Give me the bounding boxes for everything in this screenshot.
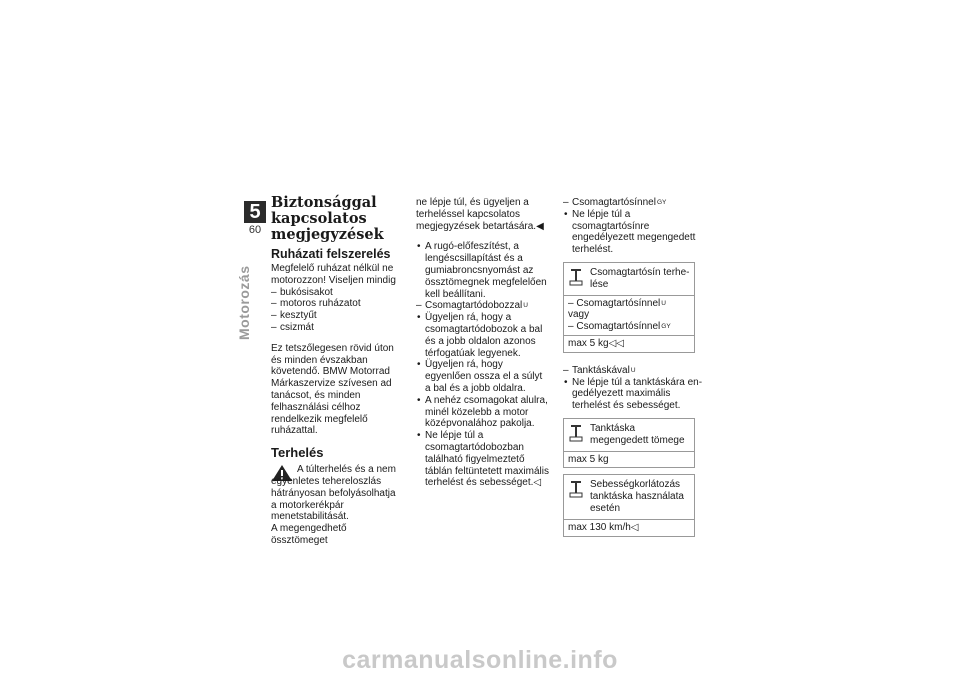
list-item: – csizmát [271, 322, 403, 334]
spec-title: Tanktáska megengedett tömege [590, 422, 685, 446]
clothing-intro: Megfelelő ruházat nélkül ne motorozzon! Viseljen mindig [271, 263, 396, 286]
warning-text: A túlterhelés és a nem egyenletes tehereloszlás hátrányosan befolyásolhatja a motorkerékpár menetstabilitását. [271, 464, 396, 523]
weight-icon [568, 479, 584, 499]
list-item: – kesztyűt [271, 310, 403, 322]
list-item: • A nehéz csomagokat alulra, minél közelebb a motor középvonalához pakolja. [416, 395, 550, 430]
side-chapter-title: Motorozás [236, 265, 252, 340]
list-item: – Csomagtartódobozzal$^U$ [416, 300, 550, 312]
column-1 [271, 195, 403, 547]
spec-value: max 5 kg◁◁ [564, 335, 694, 352]
weight-icon [568, 423, 584, 443]
section-heading-load: Terhelés [271, 445, 324, 461]
page-title: Biztonsággal kapcsolatos megjegyzések [271, 194, 384, 243]
list-item: – Tanktáskával$^U$ [563, 365, 703, 377]
spec-title: Csomagtartósín terhelése [590, 266, 690, 290]
warning-continuation: A megengedhető össztömeget [271, 523, 347, 546]
case-bullets [416, 312, 550, 489]
list-item: • Ügyeljen rá, hogy a csomagtartódobozok a bal és a jobb oldalon azonos térfogatúak legyenek. [416, 312, 550, 359]
page-number: 60 [248, 224, 262, 236]
list-item: • Ne lépje túl a csomagtartódobozban található figyelmeztető táblán feltüntetett maximális terhelést és sebességet.◁ [416, 430, 550, 489]
list-item: • Ügyeljen rá, hogy egyenlően ossza el a súlyt a bal és a jobb oldalra. [416, 359, 550, 394]
list-item: • A rugó-előfeszítést, a lengéscsillapítást és a gumiabroncsnyomást az össztömegnek megfelelően kell beállítani. [416, 241, 550, 300]
list-item: – bukósisakot [271, 287, 403, 299]
list-item: • Ne lépje túl a csomagtartósínre engedélyezett megengedett terhelést. [563, 209, 703, 256]
spec-value: max 130 km/h◁ [564, 519, 694, 536]
weight-icon [568, 267, 584, 287]
watermark: carmanualsonline.info [342, 646, 618, 674]
column-2 [416, 197, 550, 489]
clothing-body: Ez tetszőlegesen rövid úton és minden évszakban követendő. BMW Motorrad Márkaszervize szívesen ad tanácsot, és minden felhasználási célhoz rendelkezik megfelelő ruházattal. [271, 342, 394, 437]
spec-value: max 5 kg [564, 451, 694, 468]
spec-table-speed-limit [563, 474, 695, 536]
spec-title: Sebességkorlátozás tanktáska használata esetén [590, 479, 684, 514]
spec-table-rack-load [563, 262, 695, 353]
column-3 [563, 197, 703, 543]
list-item: • Ne lépje túl a tanktáskára engedélyezett maximális terhelést és sebességet. [563, 377, 703, 412]
list-item: – motoros ruházatot [271, 298, 403, 310]
section-heading-clothing: Ruházati felszerelés [271, 247, 391, 261]
spec-conditions: – Csomagtartósínnel$^U$ vagy – Csomagtartósínnel$^{GY}$ [564, 295, 694, 335]
load-intro: ne lépje túl, és ügyeljen a terheléssel kapcsolatos megjegyzések betartására.◀ [416, 197, 544, 232]
chapter-number: 5 [244, 201, 266, 223]
spec-table-tankbag-weight [563, 418, 695, 468]
list-item: – Csomagtartósínnel$^{GY}$ [563, 197, 703, 209]
clothing-list [271, 287, 403, 334]
